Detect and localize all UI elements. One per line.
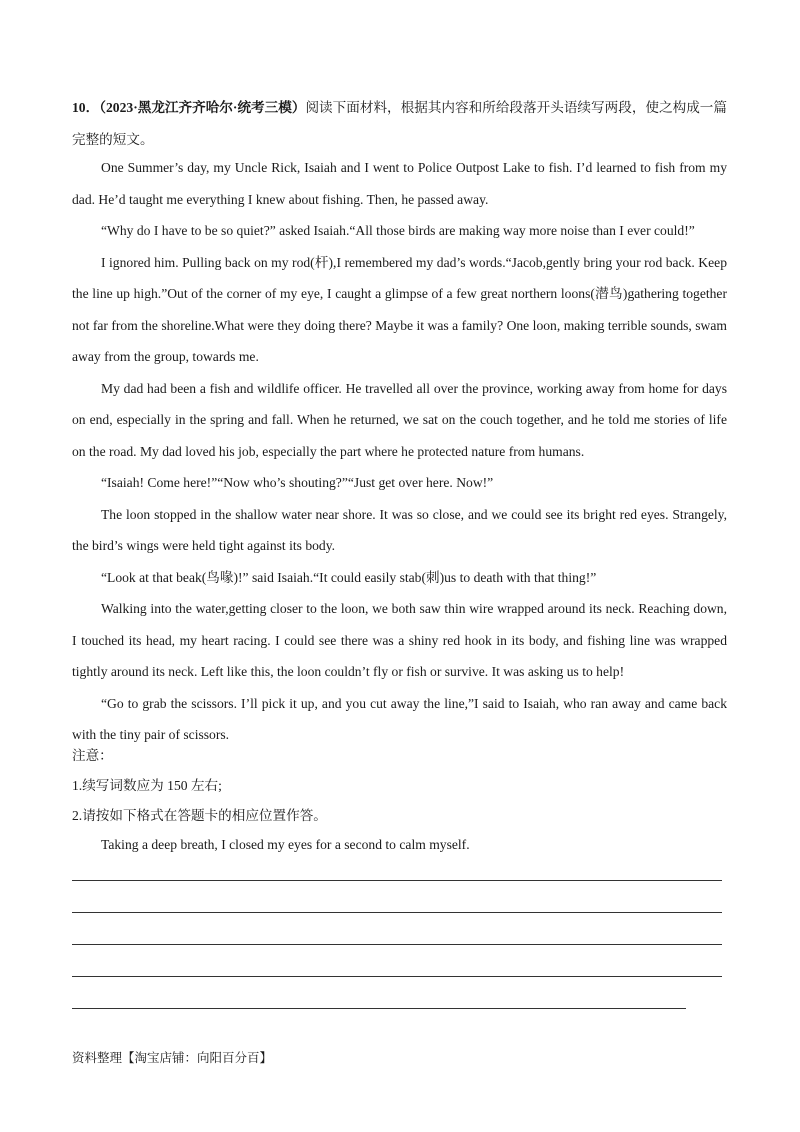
answer-line[interactable] — [72, 880, 722, 881]
notes-item: 2.请按如下格式在答题卡的相应位置作答。 — [72, 808, 327, 823]
story-paragraph: My dad had been a fish and wildlife officer. He travelled all over the province, working away from home for days on end, especially in the spring and fall. When he returned, we sat on the couch together, and he told me stories of life on the road. My dad loved his job, especially the part where he protected nature from humans. — [72, 380, 727, 459]
answer-line[interactable] — [72, 944, 722, 945]
story-paragraph: One Summer’s day, my Uncle Rick, Isaiah and I went to Police Outpost Lake to fish. I’d learned to fish from my dad. He’d taught me everything I knew about fishing. Then, he passed away. — [72, 160, 727, 207]
notes-section — [72, 741, 727, 831]
story-paragraph: Walking into the water,getting closer to the loon, we both saw thin wire wrapped around its neck. Reaching down, I touched its head, my heart racing. I could see there was a shiny red hook in its body, and fishing line was wrapped tightly around its neck. Left like this, the loon couldn’t fly or fish or survive. It was asking us to help! — [72, 601, 727, 679]
footer-note: 资料整理【淘宝店铺：向阳百分百】 — [72, 1051, 273, 1065]
question-prompt — [72, 92, 727, 155]
paragraph-starter: Taking a deep breath, I closed my eyes for a second to calm myself. — [101, 837, 470, 852]
story-paragraph: “Look at that beak(鸟喙)!” said Isaiah.“It could easily stab(刺)us to death with that thing!” — [101, 569, 597, 585]
answer-line[interactable] — [72, 976, 722, 977]
answer-line[interactable] — [72, 912, 722, 913]
story-paragraph: The loon stopped in the shallow water near shore. It was so close, and we could see its bright red eyes. Strangely, the bird’s wings were held tight against its body. — [72, 506, 727, 553]
question-header — [72, 92, 727, 155]
notes-item: 1.续写词数应为 150 左右; — [72, 778, 222, 793]
story-paragraph: “Go to grab the scissors. I’ll pick it up, and you cut away the line,”I said to Isaiah, who ran away and came back with the tiny pair of scissors. — [72, 695, 727, 742]
story-text — [72, 152, 727, 751]
story-paragraph: “Isaiah! Come here!”“Now who’s shouting?”“Just get over here. Now!” — [101, 475, 494, 490]
question-source: （2023·黑龙江齐齐哈尔·统考三模） — [99, 100, 306, 115]
story-paragraph: I ignored him. Pulling back on my rod(杆),I remembered my dad’s words.“Jacob,gently bring your rod back. Keep the line up high.”Out of the corner of my eye, I caught a glimpse of a few great northern loons(潜鸟)gathering together not far from the shoreline.What were they doing there? Maybe it was a family? One loon, making terrible sounds, swam away from the group, towards me. — [72, 254, 727, 364]
story-paragraph: “Why do I have to be so quiet?” asked Isaiah.“All those birds are making way more noise than I ever could!” — [101, 223, 695, 238]
answer-line[interactable] — [72, 1008, 686, 1009]
question-number: 10． — [72, 100, 100, 115]
notes-title: 注意： — [72, 748, 113, 763]
question-instruction: 阅读下面材料，根据其内容和所给段落开头语续写两段，使之构成一篇完整的短文。 — [72, 100, 727, 147]
